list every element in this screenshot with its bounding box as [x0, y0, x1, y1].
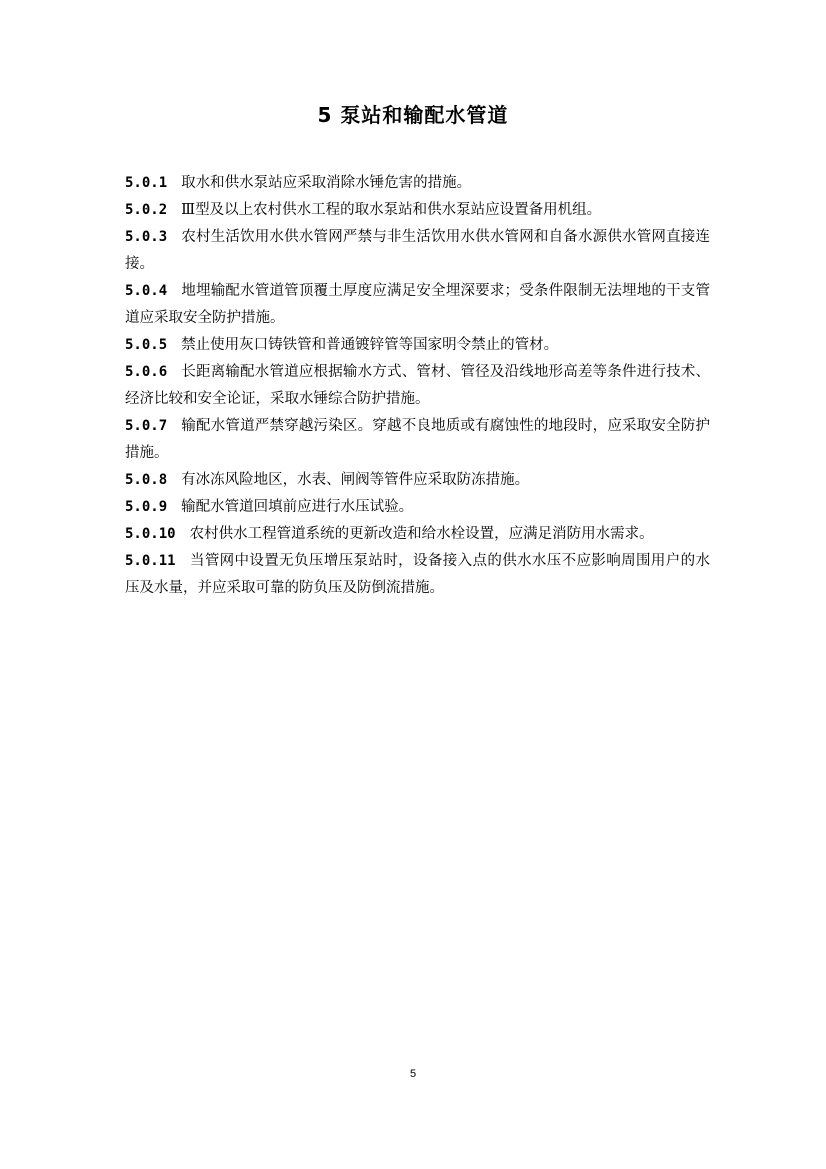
- clause-item: [125, 170, 710, 197]
- clause-list: [125, 170, 710, 602]
- clause-number: 5.0.8: [125, 472, 168, 488]
- clause-item: [125, 494, 710, 521]
- page-number: 5: [409, 1068, 417, 1080]
- clause-number: 5.0.10: [125, 526, 176, 542]
- clause-number: 5.0.11: [125, 553, 176, 569]
- clause-text: 农村供水工程管道系统的更新改造和给水栓设置，应满足消防用水需求。: [189, 526, 654, 542]
- clause-item: [125, 413, 710, 467]
- clause-item: [125, 278, 710, 332]
- clause-number: 5.0.3: [125, 229, 168, 245]
- clause-number: 5.0.1: [125, 175, 168, 191]
- clause-item: [125, 197, 710, 224]
- clause-number: 5.0.2: [125, 202, 168, 218]
- clause-text: 长距离输配水管道应根据输水方式、管材、管径及沿线地形高差等条件进行技术、经济比较和安全论证，采取水锤综合防护措施。: [125, 364, 710, 407]
- clause-number: 5.0.4: [125, 283, 168, 299]
- clause-number: 5.0.9: [125, 499, 168, 515]
- clause-item: [125, 548, 710, 602]
- clause-item: [125, 359, 710, 413]
- section-title: 5 泵站和输配水管道: [317, 103, 509, 127]
- clause-number: 5.0.6: [125, 364, 168, 380]
- clause-number: 5.0.7: [125, 418, 168, 434]
- clause-item: [125, 521, 710, 548]
- clause-text: 农村生活饮用水供水管网严禁与非生活饮用水供水管网和自备水源供水管网直接连接。: [125, 229, 710, 272]
- clause-text: Ⅲ型及以上农村供水工程的取水泵站和供水泵站应设置备用机组。: [181, 202, 602, 218]
- clause-text: 输配水管道严禁穿越污染区。穿越不良地质或有腐蚀性的地段时，应采取安全防护措施。: [125, 418, 710, 461]
- clause-item: [125, 332, 710, 359]
- clause-item: [125, 467, 710, 494]
- clause-text: 当管网中设置无负压增压泵站时，设备接入点的供水水压不应影响周围用户的水压及水量，并应采取可靠的防负压及防倒流措施。: [125, 553, 710, 596]
- clause-text: 输配水管道回填前应进行水压试验。: [181, 499, 414, 515]
- clause-text: 地埋输配水管道管顶覆土厚度应满足安全埋深要求；受条件限制无法埋地的干支管道应采取安全防护措施。: [125, 283, 710, 326]
- clause-text: 有冰冻风险地区，水表、闸阀等管件应采取防冻措施。: [181, 472, 530, 488]
- clause-text: 禁止使用灰口铸铁管和普通镀锌管等国家明令禁止的管材。: [181, 337, 559, 353]
- clause-item: [125, 224, 710, 278]
- clause-number: 5.0.5: [125, 337, 168, 353]
- clause-text: 取水和供水泵站应采取消除水锤危害的措施。: [181, 175, 472, 191]
